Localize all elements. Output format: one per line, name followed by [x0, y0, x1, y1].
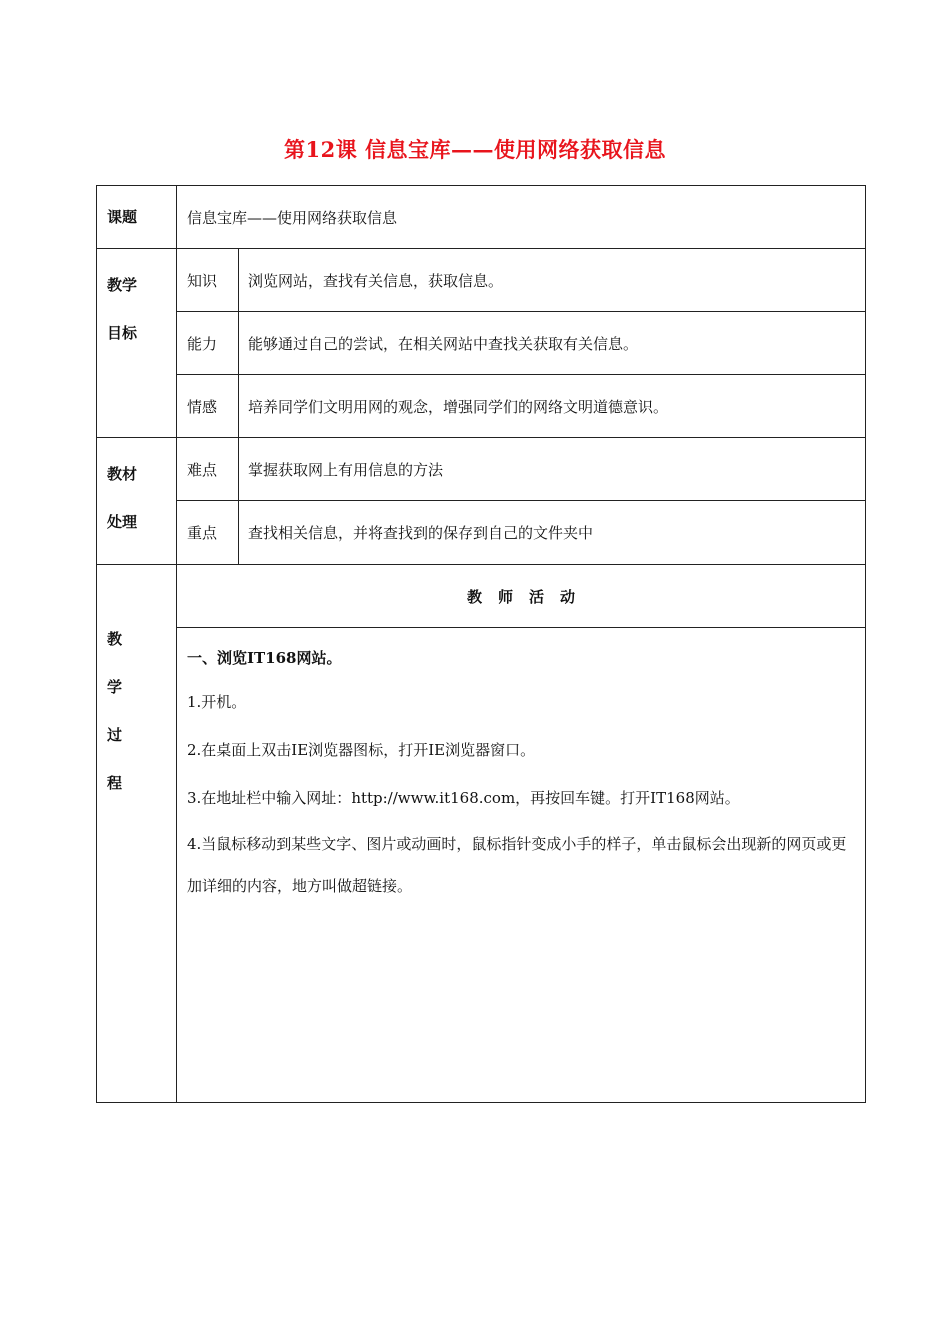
process-label-char-3: 过	[107, 726, 123, 744]
goal-text-ability: 能够通过自己的尝试，在相关网站中查找关获取有关信息。	[239, 312, 866, 375]
goal-label-ability: 能力	[177, 312, 239, 375]
goal-row-emotion	[97, 375, 866, 438]
topic-label: 课题	[97, 186, 177, 249]
process-label	[97, 565, 177, 1103]
topic-value: 信息宝库——使用网络获取信息	[177, 186, 866, 249]
material-row-key-point	[97, 501, 866, 565]
lesson-plan-table	[96, 185, 866, 1103]
step-4: 4.当鼠标移动到某些文字、图片或动画时，鼠标指针变成小手的样子，单击鼠标会出现新的网页或更加详细的内容，地方叫做超链接。	[187, 835, 847, 895]
material-label-difficulty: 难点	[177, 438, 239, 501]
process-label-char-1: 教	[107, 630, 123, 648]
step-3: 3.在地址栏中输入网址：http://www.it168.com，再按回车键。打开IT168网站。	[187, 789, 740, 807]
step-1: 1.开机。	[187, 693, 247, 711]
goal-row-knowledge	[97, 249, 866, 312]
material-label-line-2: 处理	[107, 513, 138, 531]
goal-row-ability	[97, 312, 866, 375]
process-header-row	[97, 565, 866, 628]
topic-row	[97, 186, 866, 249]
material-label	[97, 438, 177, 565]
step-2: 2.在桌面上双击IE浏览器图标，打开IE浏览器窗口。	[187, 741, 536, 759]
activity-header: 教师活动	[177, 565, 866, 628]
material-label-key-point: 重点	[177, 501, 239, 565]
goal-text-knowledge: 浏览网站，查找有关信息，获取信息。	[239, 249, 866, 312]
process-label-char-2: 学	[107, 678, 123, 696]
page-title: 第12课 信息宝库——使用网络获取信息	[283, 137, 667, 162]
goal-text-emotion: 培养同学们文明用网的观念，增强同学们的网络文明道德意识。	[239, 375, 866, 438]
goals-label-line-1: 教学	[107, 276, 138, 294]
material-row-difficulty	[97, 438, 866, 501]
goal-label-knowledge: 知识	[177, 249, 239, 312]
material-text-key-point: 查找相关信息，并将查找到的保存到自己的文件夹中	[239, 501, 866, 565]
material-text-difficulty: 掌握获取网上有用信息的方法	[239, 438, 866, 501]
material-label-line-1: 教材	[107, 465, 138, 483]
teacher-activity-content	[177, 628, 866, 1103]
goals-label	[97, 249, 177, 438]
goal-label-emotion: 情感	[177, 375, 239, 438]
goals-label-line-2: 目标	[107, 324, 138, 342]
process-body-row	[97, 628, 866, 1103]
process-label-char-4: 程	[107, 774, 123, 792]
section-heading: 一、浏览IT168网站。	[187, 649, 342, 667]
